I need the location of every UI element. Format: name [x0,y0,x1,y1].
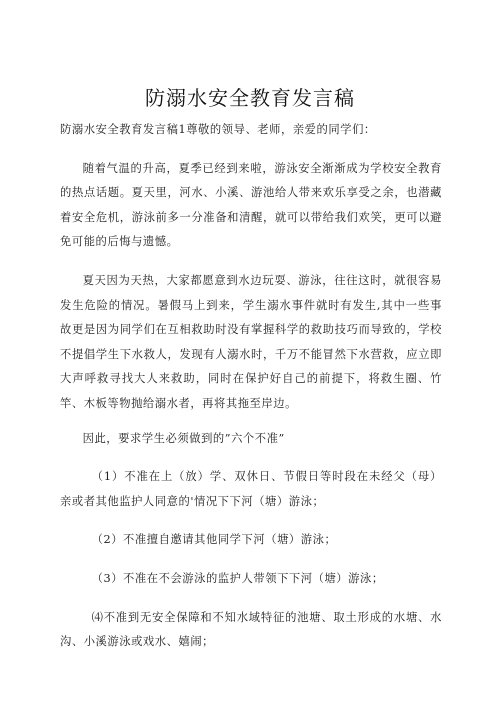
document-title: 防溺水安全教育发言稿 [145,86,355,110]
document-body [60,118,442,655]
rule-item-3: （3）不准在不会游泳的监护人带领下下河（塘）游泳； [91,571,384,585]
rule-item-4: ⑷不准到无安全保障和不知水域特征的池塘、取土形成的水塘、水沟、小溪游泳或戏水、嬉闹； [60,610,442,649]
rule-item-1: （1）不准在上（放）学、双休日、节假日等时段在未经父（母）亲或者其他监护人同意的'情况下下河（塘）游泳； [60,470,442,508]
opening-line: 防溺水安全教育发言稿1尊敬的领导、老师，亲爱的同学们： [60,123,376,136]
paragraph-3: 因此，要求学生必须做到的”六个不准” [82,431,285,445]
rule-item-2: （2）不准擅自邀请其他同学下河（塘）游泳； [91,533,337,547]
paragraph-1: 随着气温的升高，夏季已经到来啦，游泳安全渐渐成为学校安全教育的热点话题。夏天里，河水、小溪、游池给人带来欢乐享受之余，也潜藏着安全危机，游泳前多一分准备和清醒，就可以带给我们欢笑，更可以避免可能的后悔与遗憾。 [60,161,442,249]
paragraph-2: 夏天因为天热，大家都愿意到水边玩耍、游泳，往往这时，就很容易发生危险的情况。暑假马上到来，学生溺水事件就时有发生,其中一些事故更是因为同学们在互相救助时没有掌握科学的救助技巧而导致的，学校不提倡学生下水救人，发现有人溺水时，千万不能冒然下水营救，应立即大声呼救寻找大人来救助，同时在保护好自己的前提下，将救生圈、竹竿、木板等物抛给溺水者，再将其拖至岸边。 [60,273,442,410]
